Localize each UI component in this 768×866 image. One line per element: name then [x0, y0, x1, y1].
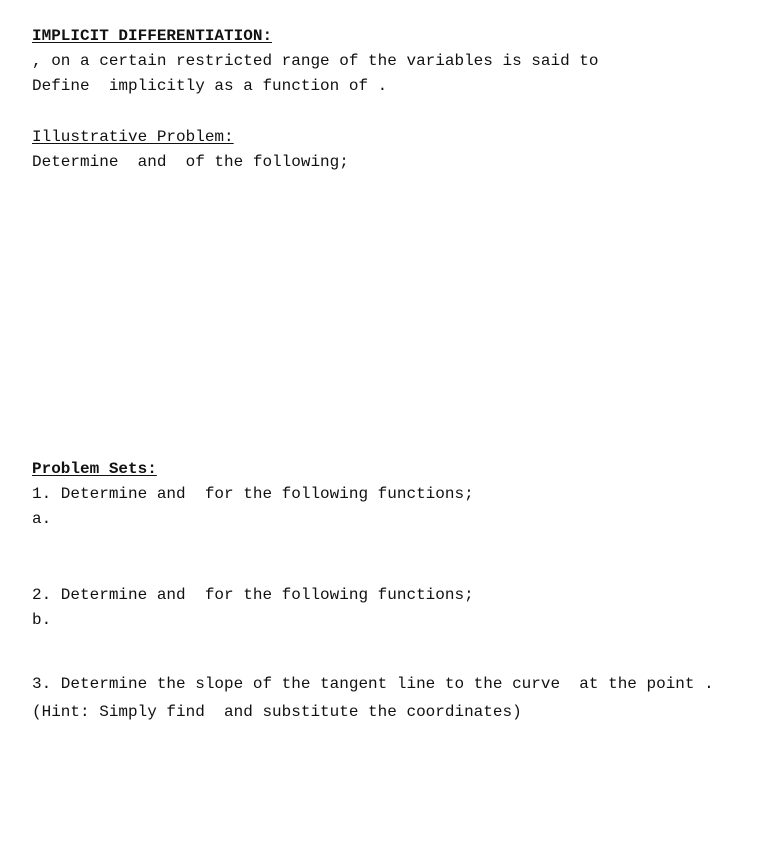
problem-3-text: 3. Determine the slope of the tangent line to the curve at the point .	[32, 675, 714, 693]
illustrative-problem-text: Determine and of the following;	[32, 153, 349, 171]
problem-sets-heading: Problem Sets:	[32, 460, 157, 478]
implicit-differentiation-heading: IMPLICIT DIFFERENTIATION:	[32, 27, 273, 45]
problem-3-hint: (Hint: Simply find and substitute the coordinates)	[32, 703, 522, 721]
problem-1a-label: a.	[32, 510, 52, 528]
illustrative-problem-heading: Illustrative Problem:	[32, 128, 234, 146]
problem-2-text: 2. Determine and for the following functions;	[32, 586, 474, 604]
definition-line-2: Define implicitly as a function of .	[32, 77, 388, 95]
problem-2b-label: b.	[32, 611, 52, 629]
definition-line-1: , on a certain restricted range of the variables is said to	[32, 52, 599, 70]
problem-1-text: 1. Determine and for the following functions;	[32, 485, 474, 503]
